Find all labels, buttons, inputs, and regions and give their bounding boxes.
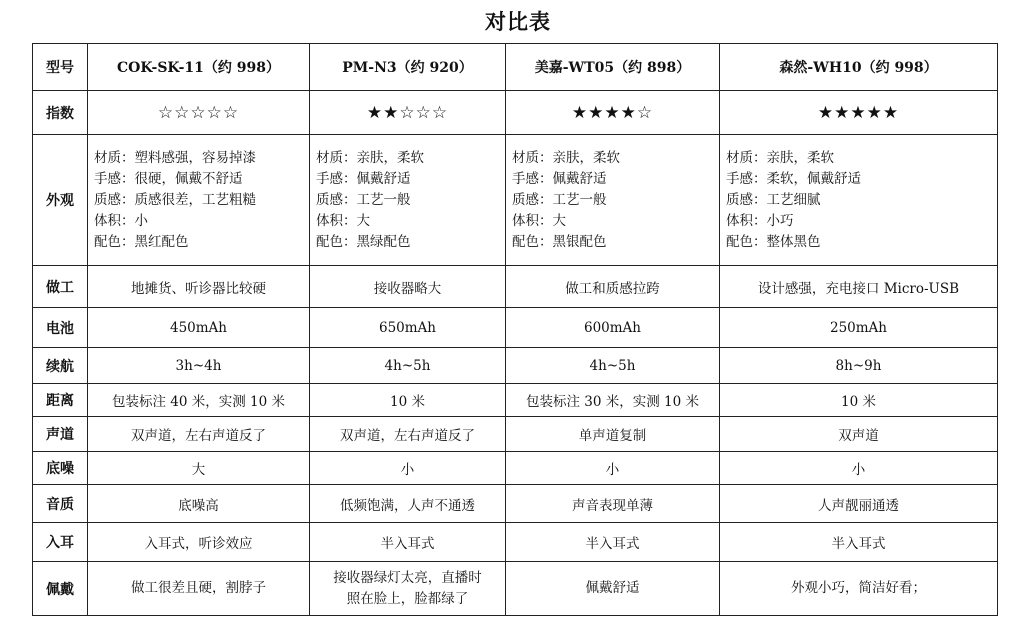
row-label-endurance: 续航 xyxy=(33,348,88,384)
model-header-3: 美嘉-WT05（约 898） xyxy=(506,44,720,91)
comparison-table xyxy=(32,43,998,616)
row-label-workmanship: 做工 xyxy=(33,266,88,308)
table-row-wearing xyxy=(33,562,998,616)
table-cell: 设计感强，充电接口 Micro-USB xyxy=(720,266,998,308)
table-cell: 3h~4h xyxy=(88,348,310,384)
table-cell: 低频饱满，人声不通透 xyxy=(310,485,506,523)
row-label-distance: 距离 xyxy=(33,384,88,417)
table-cell: 450mAh xyxy=(88,308,310,348)
appearance-size: 体积：大 xyxy=(316,212,370,229)
appearance-material: 材质：亲肤，柔软 xyxy=(726,149,834,166)
appearance-cell xyxy=(310,135,506,266)
table-cell: 半入耳式 xyxy=(310,523,506,562)
appearance-size: 体积：小 xyxy=(94,212,148,229)
appearance-feel: 手感：柔软，佩戴舒适 xyxy=(726,170,861,187)
table-cell xyxy=(506,562,720,616)
row-label-wearing: 佩戴 xyxy=(33,562,88,616)
table-cell: 600mAh xyxy=(506,308,720,348)
row-label-sound: 音质 xyxy=(33,485,88,523)
table-cell: 650mAh xyxy=(310,308,506,348)
table-row-rating xyxy=(33,91,998,135)
table-row-noise xyxy=(33,452,998,485)
table-cell: 4h~5h xyxy=(506,348,720,384)
appearance-material: 材质：亲肤，柔软 xyxy=(316,149,424,166)
appearance-texture: 质感：工艺细腻 xyxy=(726,191,821,208)
appearance-feel: 手感：很硬，佩戴不舒适 xyxy=(94,170,243,187)
wearing-line: 照在脸上，脸都绿了 xyxy=(346,590,469,607)
rating-stars: ☆☆☆☆☆ xyxy=(88,91,310,135)
table-cell: 小 xyxy=(310,452,506,485)
wearing-line: 佩戴舒适 xyxy=(585,580,640,596)
appearance-feel: 手感：佩戴舒适 xyxy=(316,170,411,187)
table-cell: 包装标注 40 米，实测 10 米 xyxy=(88,384,310,417)
table-cell: 大 xyxy=(88,452,310,485)
table-row-endurance xyxy=(33,348,998,384)
rating-stars: ★★☆☆☆ xyxy=(310,91,506,135)
wearing-line: 做工很差且硬，割脖子 xyxy=(131,580,266,596)
table-row-appearance xyxy=(33,135,998,266)
wearing-line: 接收器绿灯太亮，直播时 xyxy=(333,569,482,586)
table-cell: 单声道复制 xyxy=(506,417,720,452)
table-cell: 8h~9h xyxy=(720,348,998,384)
table-cell: 包装标注 30 米，实测 10 米 xyxy=(506,384,720,417)
appearance-size: 体积：大 xyxy=(512,212,566,229)
wearing-line: 外观小巧，简洁好看； xyxy=(791,580,926,596)
row-label-rating: 指数 xyxy=(33,91,88,135)
table-row-in-ear xyxy=(33,523,998,562)
appearance-cell xyxy=(506,135,720,266)
table-cell: 底噪高 xyxy=(88,485,310,523)
table-cell: 10 米 xyxy=(310,384,506,417)
appearance-feel: 手感：佩戴舒适 xyxy=(512,170,607,187)
table-cell: 声音表现单薄 xyxy=(506,485,720,523)
table-row-channel xyxy=(33,417,998,452)
appearance-cell xyxy=(88,135,310,266)
table-cell xyxy=(310,562,506,616)
table-cell xyxy=(88,562,310,616)
rating-stars: ★★★★☆ xyxy=(506,91,720,135)
table-row-battery xyxy=(33,308,998,348)
appearance-material: 材质：塑料感强，容易掉漆 xyxy=(94,149,256,166)
table-cell: 做工和质感拉跨 xyxy=(506,266,720,308)
table-cell: 半入耳式 xyxy=(506,523,720,562)
table-cell: 接收器略大 xyxy=(310,266,506,308)
model-header-4: 森然-WH10（约 998） xyxy=(720,44,998,91)
row-label-in-ear: 入耳 xyxy=(33,523,88,562)
table-cell: 小 xyxy=(506,452,720,485)
table-cell xyxy=(720,562,998,616)
table-cell: 双声道，左右声道反了 xyxy=(88,417,310,452)
rating-stars: ★★★★★ xyxy=(720,91,998,135)
table-row-distance xyxy=(33,384,998,417)
appearance-color: 配色：整体黑色 xyxy=(726,233,821,250)
appearance-texture: 质感：质感很差，工艺粗糙 xyxy=(94,191,256,208)
table-cell: 250mAh xyxy=(720,308,998,348)
appearance-texture: 质感：工艺一般 xyxy=(316,191,411,208)
page-title: 对比表 xyxy=(485,10,551,34)
table-cell: 小 xyxy=(720,452,998,485)
table-cell: 人声靓丽通透 xyxy=(720,485,998,523)
appearance-color: 配色：黑绿配色 xyxy=(316,233,411,250)
appearance-material: 材质：亲肤，柔软 xyxy=(512,149,620,166)
table-cell: 4h~5h xyxy=(310,348,506,384)
table-header-row xyxy=(33,44,998,91)
appearance-color: 配色：黑红配色 xyxy=(94,233,189,250)
table-cell: 10 米 xyxy=(720,384,998,417)
appearance-size: 体积：小巧 xyxy=(726,212,794,229)
table-row-sound xyxy=(33,485,998,523)
row-label-appearance: 外观 xyxy=(33,135,88,266)
table-cell: 入耳式，听诊效应 xyxy=(88,523,310,562)
appearance-texture: 质感：工艺一般 xyxy=(512,191,607,208)
row-label-model: 型号 xyxy=(33,44,88,91)
table-cell: 双声道，左右声道反了 xyxy=(310,417,506,452)
row-label-channel: 声道 xyxy=(33,417,88,452)
table-row-workmanship xyxy=(33,266,998,308)
appearance-color: 配色：黑银配色 xyxy=(512,233,607,250)
model-header-1: COK-SK-11（约 998） xyxy=(88,44,310,91)
appearance-cell xyxy=(720,135,998,266)
row-label-battery: 电池 xyxy=(33,308,88,348)
table-cell: 半入耳式 xyxy=(720,523,998,562)
row-label-noise: 底噪 xyxy=(33,452,88,485)
table-cell: 地摊货、听诊器比较硬 xyxy=(88,266,310,308)
table-cell: 双声道 xyxy=(720,417,998,452)
model-header-2: PM-N3（约 920） xyxy=(310,44,506,91)
